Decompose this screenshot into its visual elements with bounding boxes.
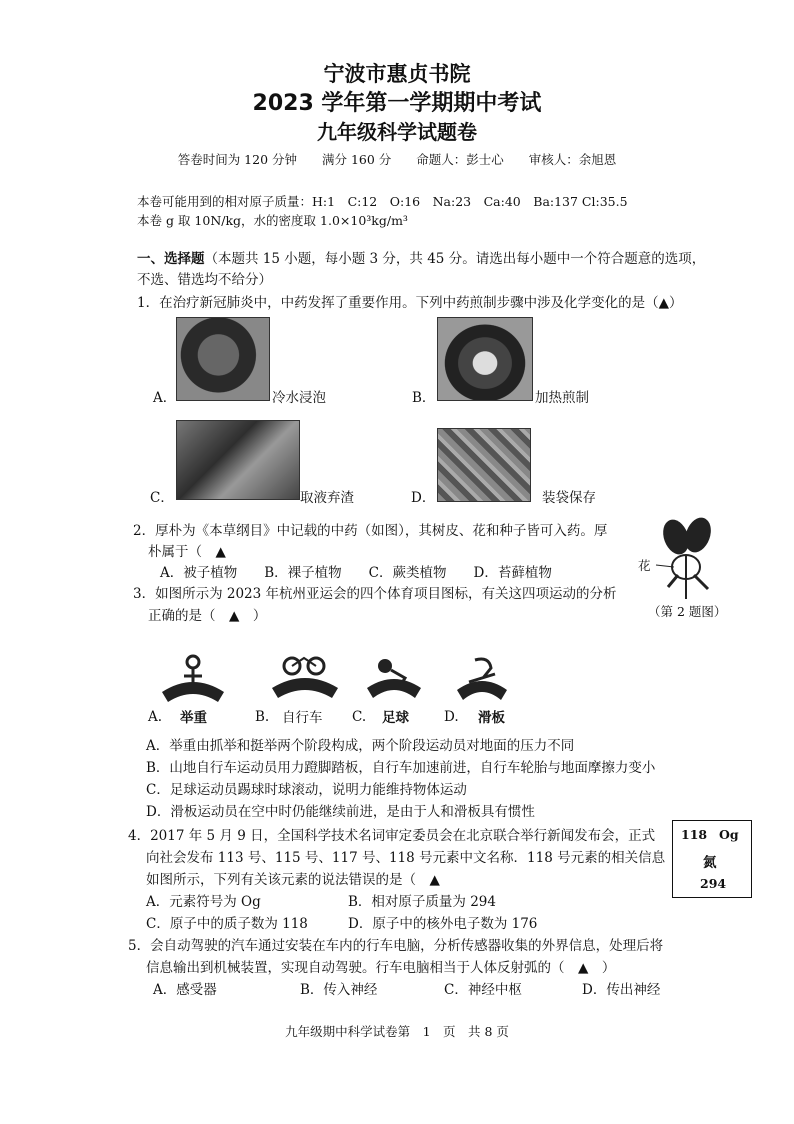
q3-stem-1: 3．如图所示为 2023 年杭州亚运会的四个体育项目图标，有关这四项运动的分析 <box>133 586 617 602</box>
element-symbol: Og <box>719 827 739 842</box>
q2-figure-caption: （第 2 题图） <box>648 604 727 619</box>
q1-option-d-letter: D． <box>411 490 436 506</box>
q5-stem-1: 5．会自动驾驶的汽车通过安装在车内的行车电脑，分析传感器收集的外界信息，处理后将 <box>128 938 664 954</box>
section-desc-2: 不选、错选均不给分） <box>137 272 272 288</box>
q1-photo-boil <box>437 317 533 401</box>
paper-title: 九年级科学试题卷 <box>317 120 477 144</box>
q4-option-b: B．相对原子质量为 294 <box>348 894 496 910</box>
q5-option-a: A．感受器 <box>153 982 217 998</box>
q4-stem-2: 向社会发布 113 号、115 号、117 号、118 号元素中文名称．118 号元素的相关信息 <box>146 850 666 866</box>
q5-option-d: D．传出神经 <box>582 982 661 998</box>
q3-icon-a-label: 举重 <box>180 710 207 726</box>
q1-option-b-letter: B． <box>412 390 436 406</box>
q4-option-a: A．元素符号为 Og <box>146 894 261 910</box>
magnolia-flower-figure <box>648 515 724 601</box>
q3-icon-d-label: 滑板 <box>478 710 505 726</box>
section-heading <box>137 247 705 267</box>
section-desc: （本题共 15 小题，每小题 3 分，共 45 分。请选出每小题中一个符合题意的选项， <box>204 251 706 267</box>
q3-icon-d-letter: D. <box>444 709 459 725</box>
football-icon <box>365 654 423 702</box>
skateboard-icon <box>455 652 509 704</box>
element-number: 118 <box>681 827 708 842</box>
q1-photo-soak <box>176 317 270 401</box>
q2-stem-2: 朴属于（ ▲ <box>148 544 226 560</box>
exam-meta: 答卷时间为 120 分钟 满分 160 分 命题人：彭士心 审核人：余旭恩 <box>177 152 617 167</box>
element-card-og <box>672 820 752 898</box>
element-mass: 294 <box>700 876 727 891</box>
q3-icon-c-letter: C. <box>352 709 367 725</box>
q1-stem: 1．在治疗新冠肺炎中，中药发挥了重要作用。下列中药煎制步骤中涉及化学变化的是（▲） <box>137 295 683 311</box>
q5-option-c: C．神经中枢 <box>444 982 522 998</box>
q3-option-d: D．滑板运动员在空中时仍能继续前进，是由于人和滑板具有惯性 <box>146 804 535 820</box>
q3-option-a: A．举重由抓举和挺举两个阶段构成，两个阶段运动员对地面的压力不同 <box>146 738 575 754</box>
section-title: 一、选择题 <box>137 251 205 267</box>
exam-title: 2023 学年第一学期期中考试 <box>252 91 542 116</box>
flower-label: 花 <box>638 558 651 573</box>
q3-icon-c-label: 足球 <box>382 710 409 726</box>
q1-option-c-letter: C． <box>150 490 174 506</box>
weightlifting-icon <box>160 652 226 704</box>
q3-option-b: B．山地自行车运动员用力蹬脚踏板，自行车加速前进，自行车轮胎与地面摩擦力变小 <box>146 760 656 776</box>
constants-note: 本卷 g 取 10N/kg，水的密度取 1.0×10³kg/m³ <box>137 213 408 228</box>
q3-icon-b-label: 自行车 <box>282 710 323 726</box>
q5-option-b: B．传入神经 <box>300 982 378 998</box>
q1-option-b-label: 加热煎制 <box>535 390 589 406</box>
bicycle-icon <box>270 652 340 702</box>
q1-photo-pour <box>176 420 300 500</box>
element-name: 氮 <box>703 855 717 871</box>
q1-photo-bag <box>437 428 531 502</box>
q3-icon-a-letter: A. <box>148 709 163 725</box>
q4-stem-3: 如图所示，下列有关该元素的说法错误的是（ ▲ <box>146 872 440 888</box>
q1-option-c-label: 取液弃渣 <box>300 490 354 506</box>
q4-option-c: C．原子中的质子数为 118 <box>146 916 308 932</box>
q1-option-a-label: 冷水浸泡 <box>272 390 326 406</box>
school-name: 宁波市惠贞书院 <box>323 62 471 86</box>
q1-option-a-letter: A． <box>153 390 177 406</box>
q2-options: A．被子植物 B．裸子植物 C．蕨类植物 D．苔藓植物 <box>160 565 552 581</box>
q3-option-c: C．足球运动员踢球时球滚动，说明力能维持物体运动 <box>146 782 467 798</box>
q4-stem-1: 4．2017 年 5 月 9 日，全国科学技术名词审定委员会在北京联合举行新闻发布会，正式 <box>128 828 656 844</box>
q5-stem-2: 信息输出到机械装置，实现自动驾驶。行车电脑相当于人体反射弧的（ ▲ ） <box>146 960 616 976</box>
q2-stem-1: 2．厚朴为《本草纲目》中记载的中药（如图），其树皮、花和种子皆可入药。厚 <box>133 523 608 539</box>
atomic-mass-note: 本卷可能用到的相对原子质量：H:1 C:12 O:16 Na:23 Ca:40 Ba:137 Cl:35.5 <box>137 194 628 209</box>
q4-option-d: D．原子中的核外电子数为 176 <box>348 916 538 932</box>
q3-stem-2: 正确的是（ ▲ ） <box>148 608 267 624</box>
q1-option-d-label: 装袋保存 <box>542 490 596 506</box>
page-footer: 九年级期中科学试卷第 1 页 共 8 页 <box>285 1024 509 1039</box>
q3-icon-b-letter: B. <box>255 709 270 725</box>
